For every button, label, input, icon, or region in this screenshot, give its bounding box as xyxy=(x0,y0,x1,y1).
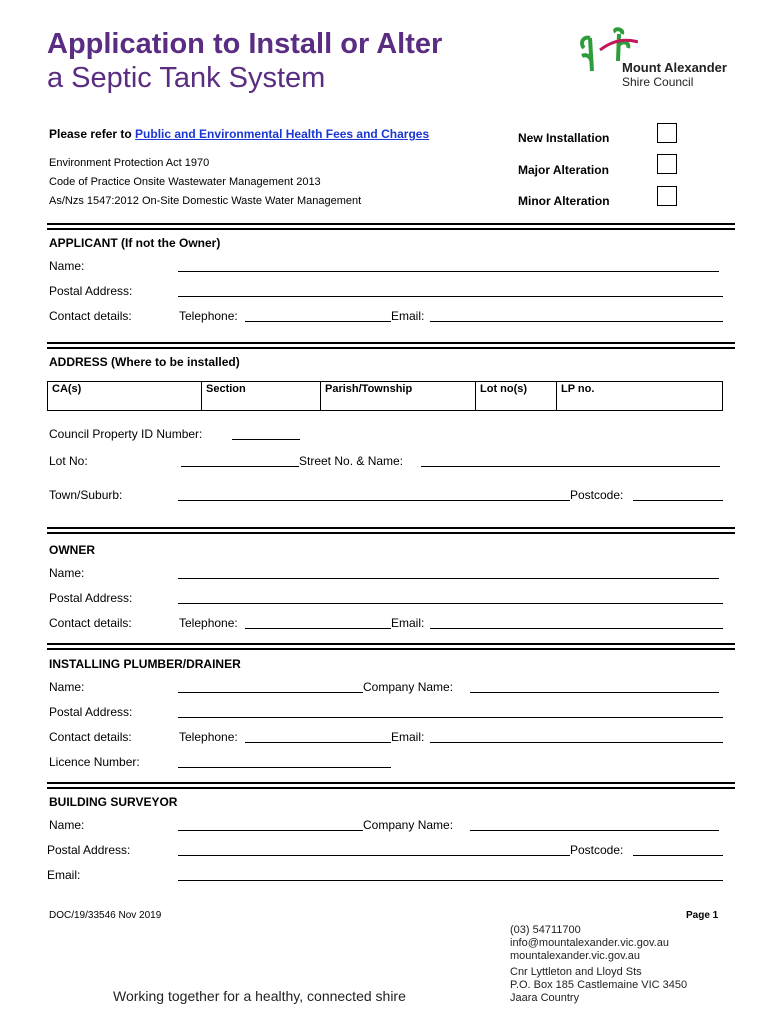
owner-telephone-label: Telephone: xyxy=(179,616,238,630)
footer-web: mountalexander.vic.gov.au xyxy=(510,950,641,962)
plumber-name-field[interactable] xyxy=(178,692,363,693)
street-field[interactable] xyxy=(421,466,720,467)
surveyor-company-field[interactable] xyxy=(470,830,719,831)
footer-phone: (03) 54711700 xyxy=(510,924,581,936)
lot-no-field[interactable] xyxy=(181,466,299,467)
surveyor-email-label: Email: xyxy=(47,868,81,882)
surveyor-heading: BUILDING SURVEYOR xyxy=(49,795,178,809)
refer-text xyxy=(49,127,429,141)
owner-email-field[interactable] xyxy=(430,628,723,629)
page-subtitle: a Septic Tank System xyxy=(47,62,326,94)
act-3: As/Nzs 1547:2012 On-Site Domestic Waste Water Management xyxy=(49,195,362,207)
town-label: Town/Suburb: xyxy=(49,488,123,502)
applicant-name-field[interactable] xyxy=(178,271,719,272)
applicant-postal-field[interactable] xyxy=(178,296,723,297)
plumber-company-field[interactable] xyxy=(470,692,719,693)
council-logo xyxy=(578,26,738,88)
plumber-email-field[interactable] xyxy=(430,742,723,743)
lot-no-label: Lot No: xyxy=(49,454,88,468)
plumber-contact-label: Contact details: xyxy=(49,730,132,744)
surveyor-name-label: Name: xyxy=(49,818,85,832)
refer-prefix: Please refer to xyxy=(49,127,136,141)
postcode-label: Postcode: xyxy=(570,488,624,502)
plumber-postal-label: Postal Address: xyxy=(49,705,133,719)
footer-addr-3: Jaara Country xyxy=(510,992,580,1004)
plumber-telephone-field[interactable] xyxy=(245,742,391,743)
logo-line1: Mount Alexander xyxy=(622,60,727,75)
divider xyxy=(47,643,735,650)
minor-alteration-checkbox[interactable] xyxy=(657,186,677,206)
property-id-label: Council Property ID Number: xyxy=(49,427,203,441)
fees-link[interactable]: Public and Environmental Health Fees and Charges xyxy=(135,127,430,141)
footer-email: info@mountalexander.vic.gov.au xyxy=(510,937,669,949)
applicant-telephone-field[interactable] xyxy=(245,321,391,322)
owner-postal-label: Postal Address: xyxy=(49,591,133,605)
address-table xyxy=(47,381,723,411)
owner-heading: OWNER xyxy=(49,543,95,557)
owner-telephone-field[interactable] xyxy=(245,628,391,629)
divider xyxy=(47,223,735,230)
act-2: Code of Practice Onsite Wastewater Management 2013 xyxy=(49,176,321,188)
plumber-heading: INSTALLING PLUMBER/DRAINER xyxy=(49,657,241,671)
plumber-company-label: Company Name: xyxy=(363,680,454,694)
applicant-contact-label: Contact details: xyxy=(49,309,132,323)
street-label: Street No. & Name: xyxy=(299,454,404,468)
applicant-postal-label: Postal Address: xyxy=(49,284,133,298)
divider xyxy=(47,342,735,349)
surveyor-email-field[interactable] xyxy=(178,880,723,881)
applicant-telephone-label: Telephone: xyxy=(179,309,238,323)
owner-name-field[interactable] xyxy=(178,578,719,579)
new-installation-checkbox[interactable] xyxy=(657,123,677,143)
applicant-name-label: Name: xyxy=(49,259,85,273)
col-cas[interactable]: CA(s) xyxy=(48,382,202,411)
plumber-licence-label: Licence Number: xyxy=(49,755,140,769)
footer-addr-2: P.O. Box 185 Castlemaine VIC 3450 xyxy=(510,979,688,991)
divider xyxy=(47,527,735,534)
plumber-postal-field[interactable] xyxy=(178,717,723,718)
col-section[interactable]: Section xyxy=(202,382,321,411)
address-heading: ADDRESS (Where to be installed) xyxy=(49,355,240,369)
surveyor-postcode-label: Postcode: xyxy=(570,843,624,857)
applicant-email-field[interactable] xyxy=(430,321,723,322)
contact-block xyxy=(510,924,669,963)
page-title: Application to Install or Alter xyxy=(47,28,443,60)
option-major-alteration-label: Major Alteration xyxy=(518,163,609,177)
act-1: Environment Protection Act 1970 xyxy=(49,157,210,169)
col-lot[interactable]: Lot no(s) xyxy=(476,382,557,411)
town-field[interactable] xyxy=(178,500,570,501)
applicant-email-label: Email: xyxy=(391,309,425,323)
plumber-telephone-label: Telephone: xyxy=(179,730,238,744)
surveyor-postal-label: Postal Address: xyxy=(47,843,131,857)
col-parish[interactable]: Parish/Township xyxy=(321,382,476,411)
logo-line2: Shire Council xyxy=(622,75,694,89)
col-lp[interactable]: LP no. xyxy=(557,382,723,411)
owner-email-label: Email: xyxy=(391,616,425,630)
plumber-email-label: Email: xyxy=(391,730,425,744)
surveyor-postal-field[interactable] xyxy=(178,855,570,856)
plumber-licence-field[interactable] xyxy=(178,767,391,768)
applicant-heading: APPLICANT (If not the Owner) xyxy=(49,236,221,250)
owner-contact-label: Contact details: xyxy=(49,616,132,630)
footer-tagline: Working together for a healthy, connected shire xyxy=(113,988,406,1004)
plumber-name-label: Name: xyxy=(49,680,85,694)
footer-addr-1: Cnr Lyttleton and Lloyd Sts xyxy=(510,966,642,978)
major-alteration-checkbox[interactable] xyxy=(657,154,677,174)
address-block xyxy=(510,966,687,1005)
postcode-field[interactable] xyxy=(633,500,723,501)
page-number: Page 1 xyxy=(686,910,719,921)
surveyor-postcode-field[interactable] xyxy=(633,855,723,856)
owner-postal-field[interactable] xyxy=(178,603,723,604)
owner-name-label: Name: xyxy=(49,566,85,580)
surveyor-name-field[interactable] xyxy=(178,830,363,831)
divider xyxy=(47,782,735,789)
option-new-installation-label: New Installation xyxy=(518,131,610,145)
surveyor-company-label: Company Name: xyxy=(363,818,454,832)
property-id-field[interactable] xyxy=(232,439,300,440)
doc-id: DOC/19/33546 Nov 2019 xyxy=(49,910,162,921)
option-minor-alteration-label: Minor Alteration xyxy=(518,194,610,208)
